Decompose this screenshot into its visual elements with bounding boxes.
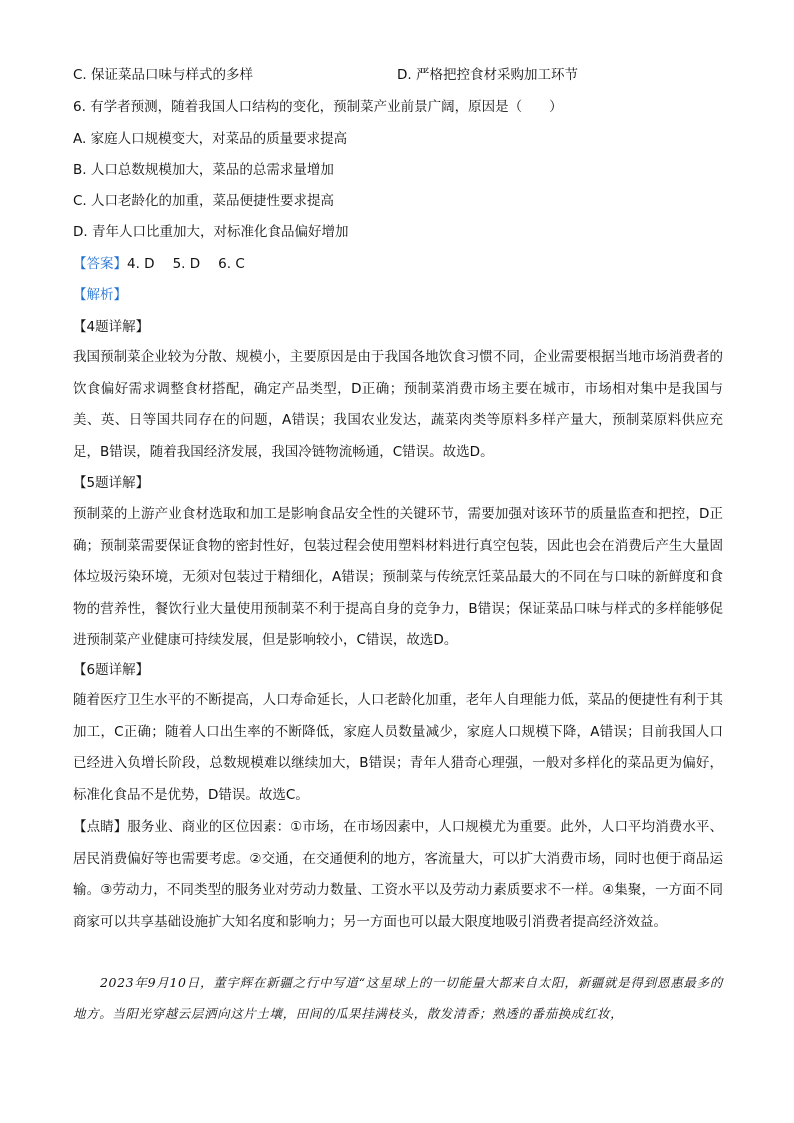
detail6-text: 随着医疗卫生水平的不断提高，人口寿命延长，人口老龄化加重，老年人自理能力低，菜品的便捷性有利于其加工，C正确；随着人口出生率的不断降低，家庭人员数量减少，家庭人口规模下降，A错误；目前我国人口已经进入负增长阶段，总数规模难以继续加大，B错误；青年人猎奇心理强，一般对多样化的菜品更为偏好，标准化食品不是优势，D错误。故选C。: [73, 692, 723, 803]
detail4-title: 【4题详解】: [73, 319, 150, 335]
q6-option-a: A. 家庭人口规模变大，对菜品的质量要求提高: [73, 131, 348, 147]
detail4-text: 我国预制菜企业较为分散、规模小，主要原因是由于我国各地饮食习惯不同，企业需要根据当地市场消费者的饮食偏好需求调整食材搭配，确定产品类型，D正确；预制菜消费市场主要在城市，市场相对集中是我国与美、英、日等国共同存在的问题，A错误；我国农业发达，蔬菜肉类等原料多样产量大，预制菜原料供应充足，B错误，随着我国经济发展，我国冷链物流畅通，C错误。故选D。: [73, 349, 723, 460]
answer-item: 5. D: [172, 256, 201, 272]
detail6-title: 【6题详解】: [73, 662, 150, 678]
answer-line: [73, 254, 723, 274]
answer-item: 4. D: [127, 256, 155, 272]
tips-text: 【点睛】服务业、商业的区位因素：①市场，在市场因素中，人口规模尤为重要。此外，人口平均消费水平、居民消费偏好等也需要考虑。②交通，在交通便利的地方，客流量大，可以扩大消费市场，同时也便于商品运输。③劳动力，不同类型的服务业对劳动力数量、工资水平以及劳动力素质要求不一样。④集聚，一方面不同商家可以共享基础设施扩大知名度和影响力；另一方面也可以最大限度地吸引消费者提高经济效益。: [73, 819, 723, 930]
detail5-text: 预制菜的上游产业食材选取和加工是影响食品安全性的关键环节，需要加强对该环节的质量监查和把控，D正确；预制菜需要保证食物的密封性好，包装过程会使用塑料材料进行真空包装，因此也会在消费后产生大量固体垃圾污染环境，无须对包装过于精细化，A错误；预制菜与传统烹饪菜品最大的不同在与口味的新鲜度和食物的营养性，餐饮行业大量使用预制菜不利于提高自身的竞争力，B错误；保证菜品口味与样式的多样能够促进预制菜产业健康可持续发展，但是影响较小，C错误，故选D。: [73, 506, 723, 648]
reading-passage: 2023年9月10日，董宇辉在新疆之行中写道“这星球上的一切能量大都来自太阳，新疆就是得到恩惠最多的地方。当阳光穿越云层洒向这片土壤，田间的瓜果挂满枝头，散发清香；熟透的番茄换成红妆，: [73, 975, 723, 1021]
answer-tag: 【答案】: [73, 256, 127, 272]
q6-option-b: B. 人口总数规模加大，菜品的总需求量增加: [73, 162, 334, 178]
q5-option-d: D. 严格把控食材采购加工环节: [397, 67, 578, 83]
answer-item: 6. C: [218, 256, 245, 272]
analysis-tag: 【解析】: [73, 287, 127, 303]
q6-stem: 6. 有学者预测，随着我国人口结构的变化，预制菜产业前景广阔，原因是（ ）: [73, 99, 563, 115]
detail5-title: 【5题详解】: [73, 475, 150, 491]
q5-option-c: C. 保证菜品口味与样式的多样: [73, 67, 254, 83]
q6-option-d: D. 青年人口比重加大，对标准化食品偏好增加: [73, 224, 349, 240]
q6-option-c: C. 人口老龄化的加重，菜品便捷性要求提高: [73, 193, 335, 209]
